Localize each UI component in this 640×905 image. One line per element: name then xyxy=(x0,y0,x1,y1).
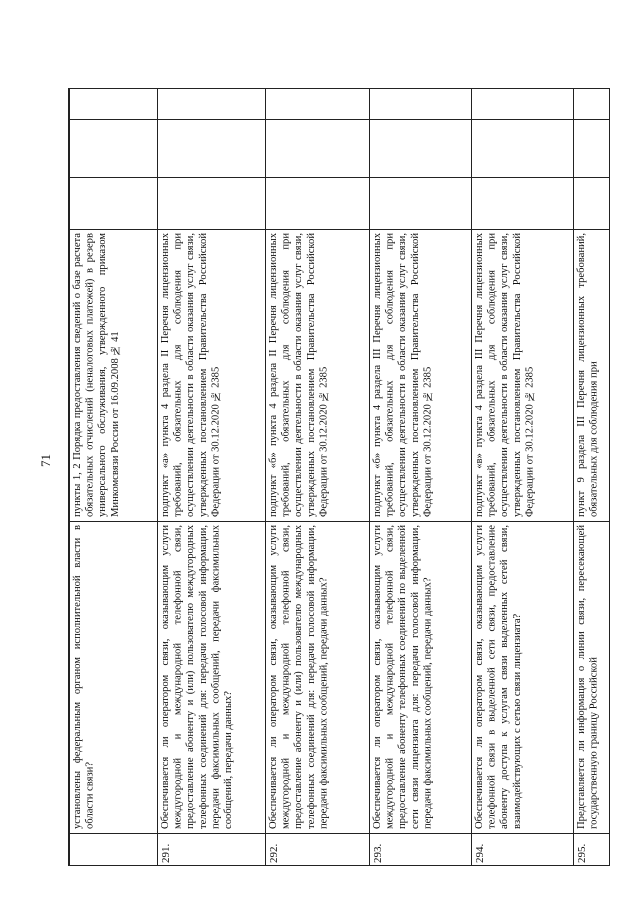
row-number: 295. xyxy=(576,843,588,863)
row-requirements: подпункт «б» пункта 4 раздела II Перечня лицензионных требований, обязательных для соблюдения при осуществлении деятельности в области оказания услуг связи, утвержденных постановлением Правительства Российской Федерации от 30.12.2020 № 2385 xyxy=(268,233,330,517)
row-question: Обеспечивается ли оператором связи, оказывающим услуги междугородной и международной телефонной связи, предоставление абоненту и (или) пользователю междугородных телефонных соединений для: передачи голосовой информации, передачи факсимильных сообщений, передачи факсимильных сообщений, передачи данных? xyxy=(160,525,234,829)
row-requirements: подпункт «б» пункта 4 раздела III Перечня лицензионных требований, обязательных для соблюдения при осуществлении деятельности в области оказания услуг связи, утвержденных постановлением Правительства Российской Федерации от 30.12.2020 № 2385 xyxy=(372,233,434,517)
requirements-table xyxy=(68,88,610,866)
page-number: 71 xyxy=(38,454,53,467)
row-number: 292. xyxy=(268,843,280,863)
row-requirements: подпункт «в» пункта 4 раздела III Перечня лицензионных требований, обязательных для соблюдения при осуществлении деятельности в области оказания услуг связи, утвержденных постановлением Правительства Российской Федерации от 30.12.2020 № 2385 xyxy=(474,233,536,517)
row-requirements: пункт 9 раздела III Перечня лицензионных требований, обязательных для соблюдения при xyxy=(576,233,600,517)
row-requirements: пункты 1, 2 Порядка предоставления сведений о базе расчета обязательных отчислений (неналоговых платежей) в резерв универсального обслуживания, утвержденного приказом Минкомсвязи России от 16.09.2008 № 41 xyxy=(72,233,121,517)
row-question: Обеспечивается ли оператором связи, оказывающим услуги междугородной и международной телефонной связи, предоставление абоненту и (или) пользователю международных телефонных соединений для: передачи голосовой информации, передачи факсимильных сообщений, передачи данных? xyxy=(268,525,330,829)
row-question: Обеспечивается ли оператором связи, оказывающим услуги междугородной и международной телефонной связи, предоставление абоненту телефонных соединений по выделенной сети связи лицензиата для: передачи голосовой информации, передачи факсимильных сообщений, передачи данных? xyxy=(372,525,434,829)
table-row xyxy=(573,89,609,865)
row-number: 291. xyxy=(160,843,172,863)
table-row xyxy=(69,89,157,865)
table-row xyxy=(265,89,369,865)
row-number: 293. xyxy=(372,843,384,863)
row-number xyxy=(72,837,86,863)
row-question: Представляется ли информация о линии связи, пересекающей государственную границу Российской xyxy=(576,525,600,829)
row-question: установлены федеральным органом исполнительной власти в области связи? xyxy=(72,525,96,829)
row-number: 294. xyxy=(474,843,486,863)
table-row xyxy=(369,89,471,865)
table-row xyxy=(471,89,573,865)
row-requirements: подпункт «а» пункта 4 раздела II Перечня лицензионных требований, обязательных для соблюдения при осуществлении деятельности в области оказания услуг связи, утвержденных постановлением Правительства Российской Федерации от 30.12.2020 № 2385 xyxy=(160,233,222,517)
row-question: Обеспечивается ли оператором связи, оказывающим услуги телефонной связи в выделенной сети связи, предоставление абоненту доступа к услугам связи выделенных сетей связи, взаимодействующих с сетью связи лицензиата? xyxy=(474,525,523,829)
table-row xyxy=(157,89,265,865)
